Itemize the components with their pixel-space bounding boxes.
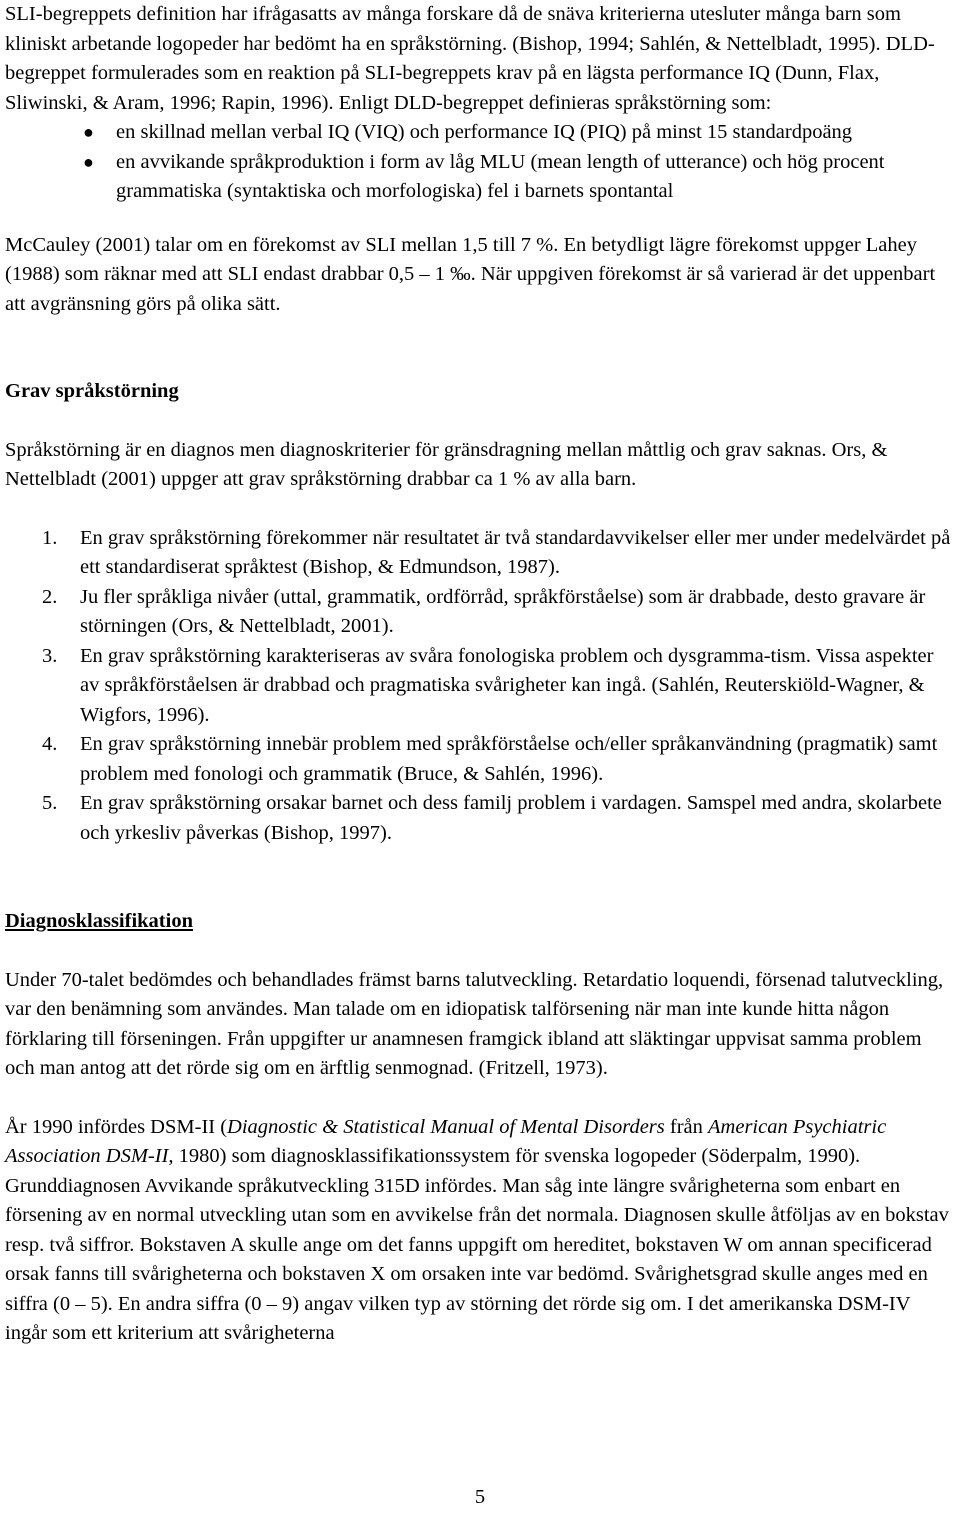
list-number: 3.: [42, 644, 58, 667]
bullet-icon: ●: [83, 122, 94, 142]
definition-bullet-list: [5, 118, 955, 207]
list-number: 5.: [42, 792, 58, 814]
bullet-text: en avvikande språkproduktion i form av låg MLU (mean length of utterance) och hög procent grammatiska (syntaktiska och morfologiska) fel i barnets spontantal: [116, 150, 885, 202]
list-number: 2.: [42, 585, 58, 608]
list-item: [5, 730, 955, 789]
italic-title: Diagnostic & Statistical Manual of Mental Disorders: [227, 1115, 665, 1138]
list-item: [5, 642, 955, 731]
prevalence-paragraph: McCauley (2001) talar om en förekomst av SLI mellan 1,5 till 7 %. En betydligt lägre förekomst uppger Lahey (1988) som räknar med att SLI endast drabbar 0,5 – 1 ‰. När uppgiven förekomst är så varierad är det uppenbart att avgränsning görs på olika sätt.: [5, 233, 936, 315]
list-text: En grav språkstörning orsakar barnet och dess familj problem i vardagen. Samspel med andra, skolarbete och yrkesliv påverkas (Bishop, 1997).: [80, 792, 942, 844]
bullet-text: en skillnad mellan verbal IQ (VIQ) och performance IQ (PIQ) på minst 15 standardpoäng: [116, 121, 853, 143]
page-number: 5: [474, 1486, 486, 1508]
bullet-item: [5, 148, 955, 207]
list-number: 1.: [42, 526, 58, 549]
bullet-icon: ●: [83, 151, 94, 172]
italic-source: American Psychiatric Association DSM-II,: [5, 1115, 887, 1167]
list-text: Ju fler språkliga nivåer (uttal, grammatik, ordförråd, språkförståelse) som är drabbade, desto gravare är störningen (Ors, & Nettelbladt, 2001).: [80, 585, 926, 637]
section-heading-diagnosklassifikation: [5, 907, 955, 937]
list-item: [5, 583, 955, 642]
text-run: från: [664, 1115, 709, 1138]
diag-paragraph-2: [5, 1113, 955, 1349]
bullet-item: [5, 118, 955, 148]
grav-criteria-list: [5, 524, 955, 849]
document-page: [5, 0, 955, 1349]
list-text: En grav språkstörning förekommer när resultatet är två standardavvikelser eller mer under medelvärdet på ett standardiserat språktest (Bishop, & Edmundson, 1987).: [80, 526, 951, 578]
intro-paragraph: SLI-begreppets definition har ifrågasatts av många forskare då de snäva kriterierna utesluter många barn som kliniskt arbetande logopeder har bedömt ha en språkstörning. (Bishop, 1994; Sahlén, & Nettelbladt, 1995). DLD-begreppet formulerades som en reaktion på SLI-begreppets krav på en lägsta performance IQ (Dunn, Flax, Sliwinski, & Aram, 1996; Rapin, 1996). Enligt DLD-begreppet definieras språkstörning som:: [5, 3, 935, 114]
section-heading-grav: Grav språkstörning: [5, 380, 179, 402]
grav-paragraph: Språkstörning är en diagnos men diagnoskriterier för gränsdragning mellan måttlig och grav saknas. Ors, & Nettelbladt (2001) uppger att grav språkstörning drabbar ca 1 % av alla barn.: [5, 438, 888, 490]
list-item: [5, 524, 955, 583]
list-number: 4.: [42, 733, 58, 755]
diag-paragraph-1: Under 70-talet bedömdes och behandlades främst barns talutveckling. Retardatio loquendi, försenad talutveckling, var den benämning som användes. Man talade om en idiopatisk talförsening när man inte kunde hitta någon förklaring till förseningen. Från uppgifter ur anamnesen framgick ibland att släktingar uppvisat samma problem och man antog att det rörde sig om en ärftlig senmognad. (Fritzell, 1973).: [5, 968, 944, 1079]
list-text: En grav språkstörning innebär problem med språkförståelse och/eller språkanvändning (pragmatik) samt problem med fonologi och grammatik (Bruce, & Sahlén, 1996).: [80, 733, 938, 785]
text-run: År 1990 infördes DSM-II (: [5, 1115, 228, 1138]
heading-text: Diagnosklassifikation: [5, 910, 193, 932]
text-run: 1980) som diagnosklassifikationssystem för svenska logopeder (Söderpalm, 1990). Grunddiagnosen Avvikande språkutveckling 315D infördes. Man såg inte längre svårigheterna som enbart en försening av en normal utveckling utan som en avvikelse från det normala. Diagnosen skulle åtföljas av en bokstav resp. två siffror. Bokstaven A skulle ange om det fanns uppgift om hereditet, bokstaven W om annan specificerad orsak fanns till svårigheterna och bokstaven X om orsaken inte var bedömd. Svårighetsgrad skulle anges med en siffra (0 – 5). En andra siffra (0 – 9) angav vilken typ av störning det rörde sig om. I det amerikanska DSM-IV ingår som ett kriterium att svårigheterna: [5, 1145, 949, 1344]
list-item: [5, 789, 955, 848]
list-text: En grav språkstörning karakteriseras av svåra fonologiska problem och dysgramma-tism. Vissa aspekter av språkförståelsen är drabbad och pragmatiska svårigheter kan ingå. (Sahlén, Reuterskiöld-Wagner, & Wigfors, 1996).: [80, 644, 934, 726]
